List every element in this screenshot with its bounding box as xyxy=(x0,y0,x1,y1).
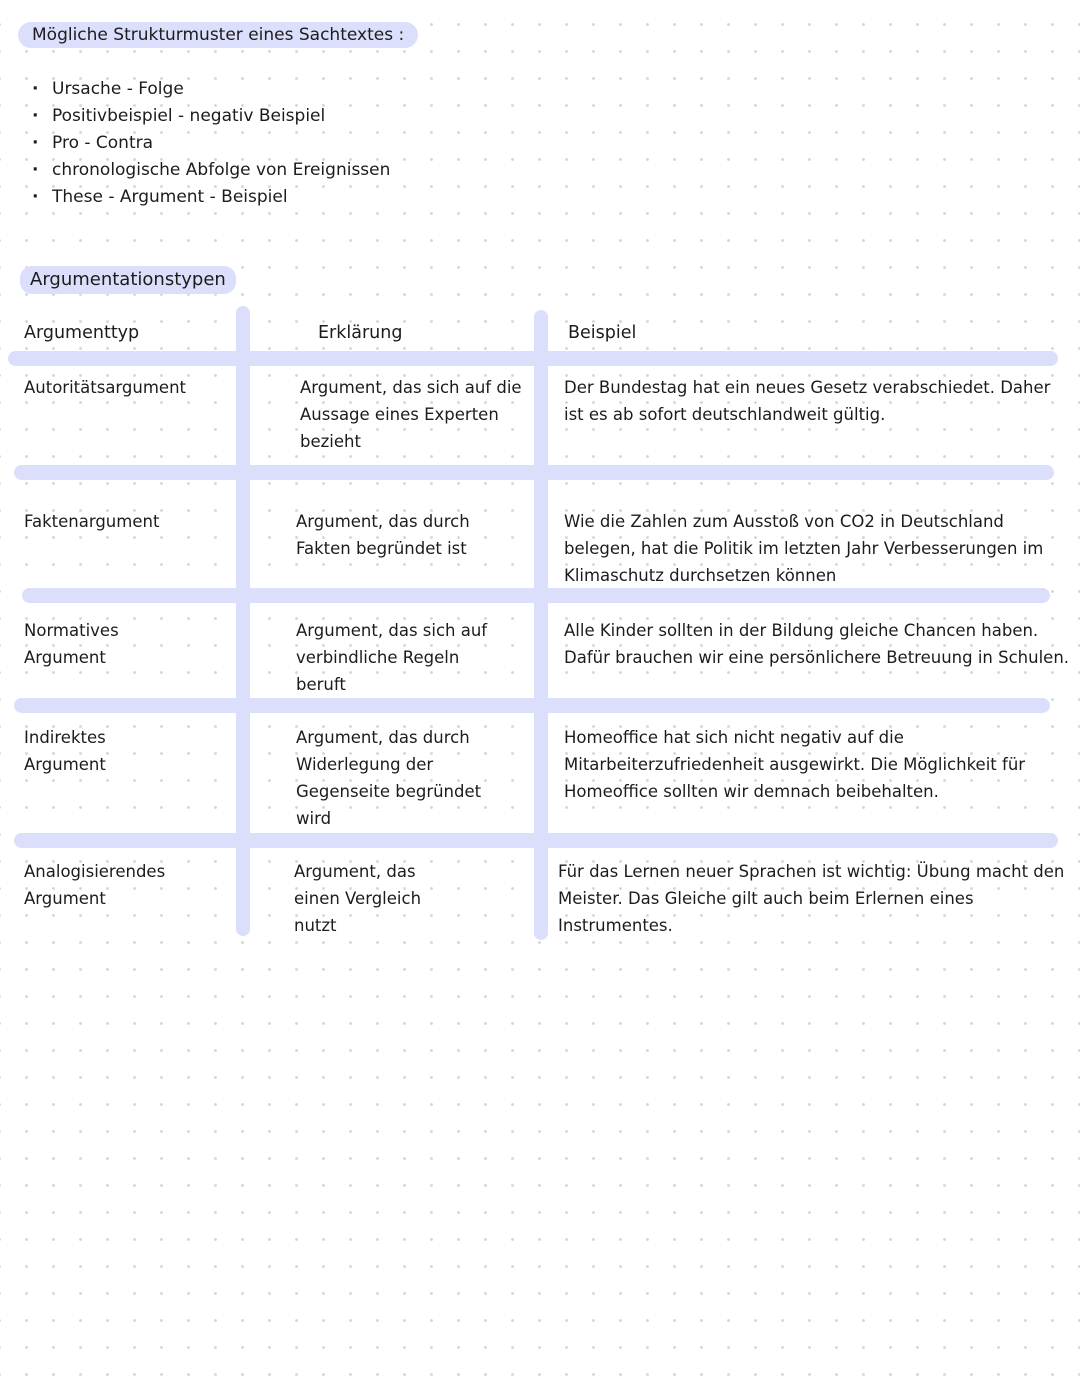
table-header-type: Argumenttyp xyxy=(24,323,140,343)
list-item: · Positivbeispiel - negativ Beispiel xyxy=(32,103,390,130)
table-cell-explanation: Argument, das durch Fakten begründet ist xyxy=(296,512,470,558)
table-header-example: Beispiel xyxy=(568,323,637,343)
table-cell-example: Alle Kinder sollten in der Bildung gleiche Chancen haben. Dafür brauchen wir eine persönlichere Betreuung in Schulen. xyxy=(564,621,1070,667)
section-title: Argumentationstypen xyxy=(20,266,236,294)
table-cell-type: Normatives Argument xyxy=(24,621,119,667)
table-cell-explanation: Argument, das durch Widerlegung der Gegenseite begründet wird xyxy=(296,728,482,828)
table-row-divider xyxy=(8,351,1058,366)
list-item: · Pro - Contra xyxy=(32,130,390,157)
table-row-divider xyxy=(22,588,1050,603)
list-item: · chronologische Abfolge von Ereignissen xyxy=(32,157,390,184)
list-item: · Ursache - Folge xyxy=(32,76,390,103)
table-row-divider xyxy=(14,833,1058,848)
table-cell-example: Der Bundestag hat ein neues Gesetz verabschiedet. Daher ist es ab sofort deutschlandweit gültig. xyxy=(564,378,1051,424)
page-title: Mögliche Strukturmuster eines Sachtextes : xyxy=(18,22,418,48)
table-cell-example: Wie die Zahlen zum Ausstoß von CO2 in Deutschland belegen, hat die Politik im letzten Jahr Verbesserungen im Klimaschutz durchsetzen können xyxy=(564,512,1044,585)
table-header-explanation: Erklärung xyxy=(318,323,403,343)
list-item: · These - Argument - Beispiel xyxy=(32,184,390,211)
table-row-divider xyxy=(14,465,1054,480)
table-cell-explanation: Argument, das einen Vergleich nutzt xyxy=(294,862,422,935)
table-row-divider xyxy=(14,698,1050,713)
table-cell-explanation: Argument, das sich auf verbindliche Regeln beruft xyxy=(296,621,488,694)
table-cell-type: Faktenargument xyxy=(24,512,160,531)
table-cell-example: Homeoffice hat sich nicht negativ auf die Mitarbeiterzufriedenheit ausgewirkt. Die Möglichkeit für Homeoffice sollten wir demnach beibehalten. xyxy=(564,728,1026,801)
structure-pattern-list xyxy=(32,76,390,211)
table-cell-explanation: Argument, das sich auf die Aussage eines Experten bezieht xyxy=(300,378,522,451)
table-cell-type: Autoritätsargument xyxy=(24,378,187,397)
table-cell-type: Indirektes Argument xyxy=(24,728,106,774)
table-cell-type: Analogisierendes Argument xyxy=(24,862,166,908)
table-cell-example: Für das Lernen neuer Sprachen ist wichtig: Übung macht den Meister. Das Gleiche gilt auch beim Erlernen eines Instrumentes. xyxy=(558,862,1065,935)
